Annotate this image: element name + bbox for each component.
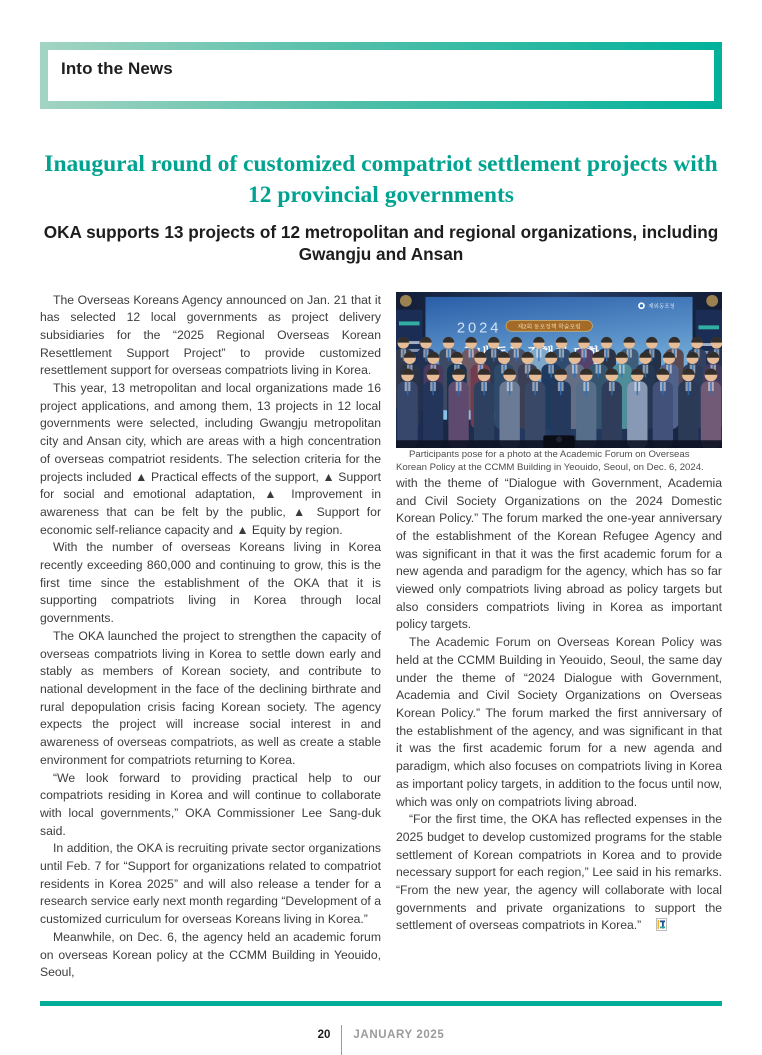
article-paragraph: The OKA launched the project to strengthen the capacity of overseas compatriots living in Korea to settle down early and stably as members of Korean society, and contribute to national development in the face of the declining birthrate and rural depopulation crisis facing Korean society. The agency expects the project will increase social interest in and awareness of overseas compatriots, as well as create a stable environment for compatriots returning to Korea. (40, 628, 381, 767)
article-paragraph: This year, 13 metropolitan and local organizations made 16 project applications, and among them, 13 projects in 12 local governments were selected, including Gwangju metropolitan city and Ansan city, which are areas with a high concentration of overseas compatriot residents. The selection criteria for the projects included ▲ Practical effects of the support, ▲ Support for social and emotional adaptation, ▲ Improvement in awareness that can be felt by the public, ▲ Support for economic self-reliance capacity and ▲ Equity by region. (40, 381, 381, 537)
chandelier-icon (400, 294, 412, 306)
section-label: Into the News (61, 59, 173, 78)
column-right (396, 292, 722, 982)
article-title: Inaugural round of customized compatriot settlement projects with 12 provincial governments (44, 151, 718, 209)
emblem-label: 재외동포청 (648, 303, 675, 310)
photo-caption: Participants pose for a photo at the Academic Forum on Overseas Korean Policy at the CCMM Building in Yeouido, Seoul, on Dec. 6, 2024. (396, 448, 704, 474)
article-paragraph: Meanwhile, on Dec. 6, the agency held an academic forum on overseas Korean policy at the CCMM Building in Yeouido, Seoul, (40, 929, 381, 980)
forum-photo-illustration (396, 292, 722, 448)
forum-group-photo (396, 292, 722, 448)
article-paragraph: with the theme of “Dialogue with Government, Academia and Civil Society Organizations on the 2024 Domestic Korean Policy.” The forum marked the one-year anniversary of the establishment of the Korean Refugee Agency and was significant in that it was the first academic forum for a new agenda and paradigm for the agency, which has so far viewed only compatriots living abroad as policy targets but also considers compatriots living in Korea as important policy targets. (396, 475, 722, 632)
issue-date: JANUARY 2025 (353, 1028, 445, 1041)
footer-divider (341, 1025, 342, 1055)
section-header-inner (48, 50, 714, 101)
page-footer (40, 1025, 722, 1055)
chandelier-icon (706, 294, 718, 306)
article-subtitle: OKA supports 13 projects of 12 metropolitan and regional organizations, including Gwangju and Ansan (43, 221, 719, 264)
bottom-accent-rule (40, 1001, 722, 1006)
article-paragraph (396, 811, 722, 935)
article-paragraph-text: “For the first time, the OKA has reflected expenses in the 2025 budget to develop customized programs for the stable settlement of Korean compatriots in Korea and to provide necessary support for each region,” Lee said in his remarks. “From the new year, the agency will collaborate with local governments and private organizations to support the settlement of overseas compatriots in Korea.” (396, 812, 722, 933)
article-paragraph: The Overseas Koreans Agency announced on Jan. 21 that it has selected 12 local governments as project delivery subsidiaries for the “2025 Regional Overseas Korean Resettlement Support Project” to provide customized resettlement support for overseas compatriots living in Korea. (40, 292, 381, 378)
article-paragraph: With the number of overseas Koreans living in Korea recently exceeding 860,000 and continuing to grow, this is the first time since the establishment of the OKA that it is supporting compatriots living in Korea through local governments. (40, 540, 381, 626)
article-paragraph: In addition, the OKA is recruiting private sector organizations until Feb. 7 for “Support for organizations related to compatriot residents in Korea 2025” and will also release a tender for a research service early next month regarding “Development of a customized curriculum for overseas Koreans living in Korea.” (40, 841, 381, 927)
column-left (40, 292, 381, 982)
banner-year: 2024 (456, 319, 502, 336)
article-paragraph: “We look forward to providing practical help to our compatriots residing in Korea and will continue to collaborate with local governments,” OKA Commissioner Lee Sang-duk said. (40, 770, 381, 838)
page-number: 20 (317, 1028, 331, 1041)
oka-endmark-icon (643, 918, 654, 931)
banner-badge-text: 제2회 동포정책 학술포럼 (517, 323, 581, 330)
banner-title-line1: 정책에 (527, 344, 569, 360)
article-body (40, 292, 722, 982)
article-paragraph: The Academic Forum on Overseas Korean Policy was held at the CCMM Building in Yeouido, Seoul, the same day under the theme of “2024 Dialogue with Government, Academia and Civil Society Organizations on Overseas Korean Policy.” The forum marked the first anniversary of the establishment of the agency, and was significant in that it was the first academic forum for a new agenda and paradigm, which also focuses on compatriots living in Korea as important policy targets, in addition to the focus until now, which was only on compatriots living abroad. (396, 635, 722, 809)
section-header-box (40, 42, 722, 109)
